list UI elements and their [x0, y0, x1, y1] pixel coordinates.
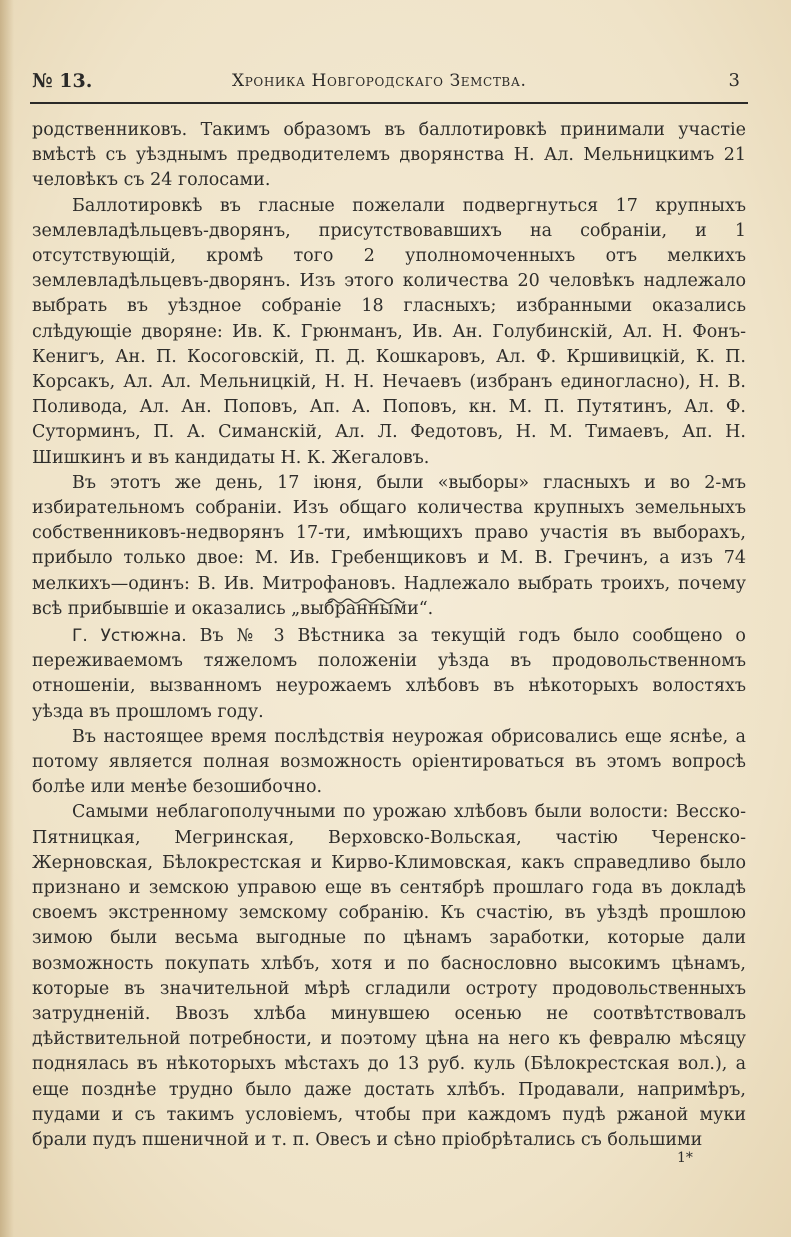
signature-mark: 1*: [677, 1150, 693, 1166]
paragraph: Самыми неблагополучными по урожаю хлѣбовъ были волости: Весско-Пятницкая, Мегринская, Верховско-Вольская, частію Черенско-Жерновская, Бѣлокрестская и Кирво-Климовская, какъ справедливо было признано и земскою управою еще въ сентябрѣ прошлаго года въ докладѣ своемъ экстренному земскому собранію. Къ счастію, въ уѣздѣ прошлою зимою были весьма выгодные по цѣнамъ заработки, которые дали возможность покупать хлѣбъ, хотя и по баснословно высокимъ цѣнамъ, которые въ значительной мѣрѣ сгладили остроту продовольственныхъ затрудненій. Ввозъ хлѣба минувшею осенью не соотвѣтствовалъ дѣйствительной потребности, и поэтому цѣна на него къ февралю мѣсяцу поднялась въ нѣкоторыхъ мѣстахъ до 13 руб. куль (Бѣлокрестская вол.), а еще позднѣе трудно было даже достать хлѣбъ. Продавали, напримѣръ, пудами и съ такимъ условіемъ, чтобы при каждомъ пудѣ ржаной муки брали пудъ пшеничной и т. п. Овесъ и сѣно пріобрѣтались съ большими: [32, 802, 746, 1151]
paragraph: Въ этотъ же день, 17 іюня, были «выборы» гласныхъ и во 2-мъ избирательномъ собраніи. Изъ общаго количества крупныхъ земельныхъ собственниковъ-недворянъ 17-ти, имѣющихъ право участія въ выборахъ, прибыло только двое: М. Ив. Гребенщиковъ и М. В. Гречинъ, а изъ 74 мелкихъ—одинъ: В. Ив. Митрофановъ. Надлежало выбрать троихъ, почему всѣ прибывшіе и оказались „выбранными“.: [32, 472, 746, 619]
paragraph: Баллотировкѣ въ гласные пожелали подвергнуться 17 крупныхъ землевладѣльцевъ-дворянъ, присутствовавшихъ на собраніи, и 1 отсутствующій, кромѣ того 2 уполномоченныхъ отъ мелкихъ землевладѣльцевъ-дворянъ. Изъ этого количества 20 человѣкъ надлежало выбрать въ уѣздное собраніе 18 гласныхъ; избранными оказались слѣдующіе дворяне: Ив. К. Грюнманъ, Ив. Ан. Голубинскій, Ал. Н. Фонъ-Кенигъ, Ан. П. Косоговскій, П. Д. Кошкаровъ, Ал. Ф. Кршивицкій, К. П. Корсакъ, Ал. Ал. Мельницкій, Н. Н. Нечаевъ (избранъ единогласно), Н. В. Поливода, Ал. Ан. Поповъ, Ап. А. Поповъ, кн. М. П. Путятинъ, Ал. Ф. Суторминъ, П. А. Симанскій, Ал. Л. Федотовъ, Н. М. Тимаевъ, Ап. Н. Шишкинъ и въ кандидаты Н. К. Жегаловъ.: [32, 195, 746, 468]
paragraph-text: Въ № 3 Вѣстника за текущій годъ было сообщено о переживаемомъ тяжеломъ положеніи уѣзда въ продовольственномъ отношеніи, вызванномъ неурожаемъ хлѣбовъ въ нѣкоторыхъ волостяхъ уѣзда въ прошломъ году.: [32, 626, 746, 722]
header-rule: [30, 102, 748, 104]
section-run-in-heading: Г. Устюжна.: [72, 626, 187, 646]
page-edge-shadow: [0, 0, 14, 1237]
paragraph: Въ настоящее время послѣдствія неурожая обрисовались еще яснѣе, а потому является полная возможность оріентироваться въ этомъ вопросѣ болѣе или менѣе безошибочно.: [32, 726, 746, 798]
text-block-1: [32, 118, 746, 622]
paragraph: [32, 624, 746, 725]
text-block-2: [32, 624, 746, 1153]
section-divider: [326, 596, 406, 606]
page-number: 3: [728, 70, 740, 91]
issue-number: № 13.: [32, 70, 93, 92]
running-header: [32, 66, 744, 94]
paragraph: родственниковъ. Такимъ образомъ въ баллотировкѣ принимали участіе вмѣстѣ съ уѣзднымъ предводителемъ дворянства Н. Ал. Мельницкимъ 21 человѣкъ съ 24 голосами.: [32, 120, 746, 191]
journal-title: Хроника Новгородскаго Земства.: [232, 71, 527, 91]
